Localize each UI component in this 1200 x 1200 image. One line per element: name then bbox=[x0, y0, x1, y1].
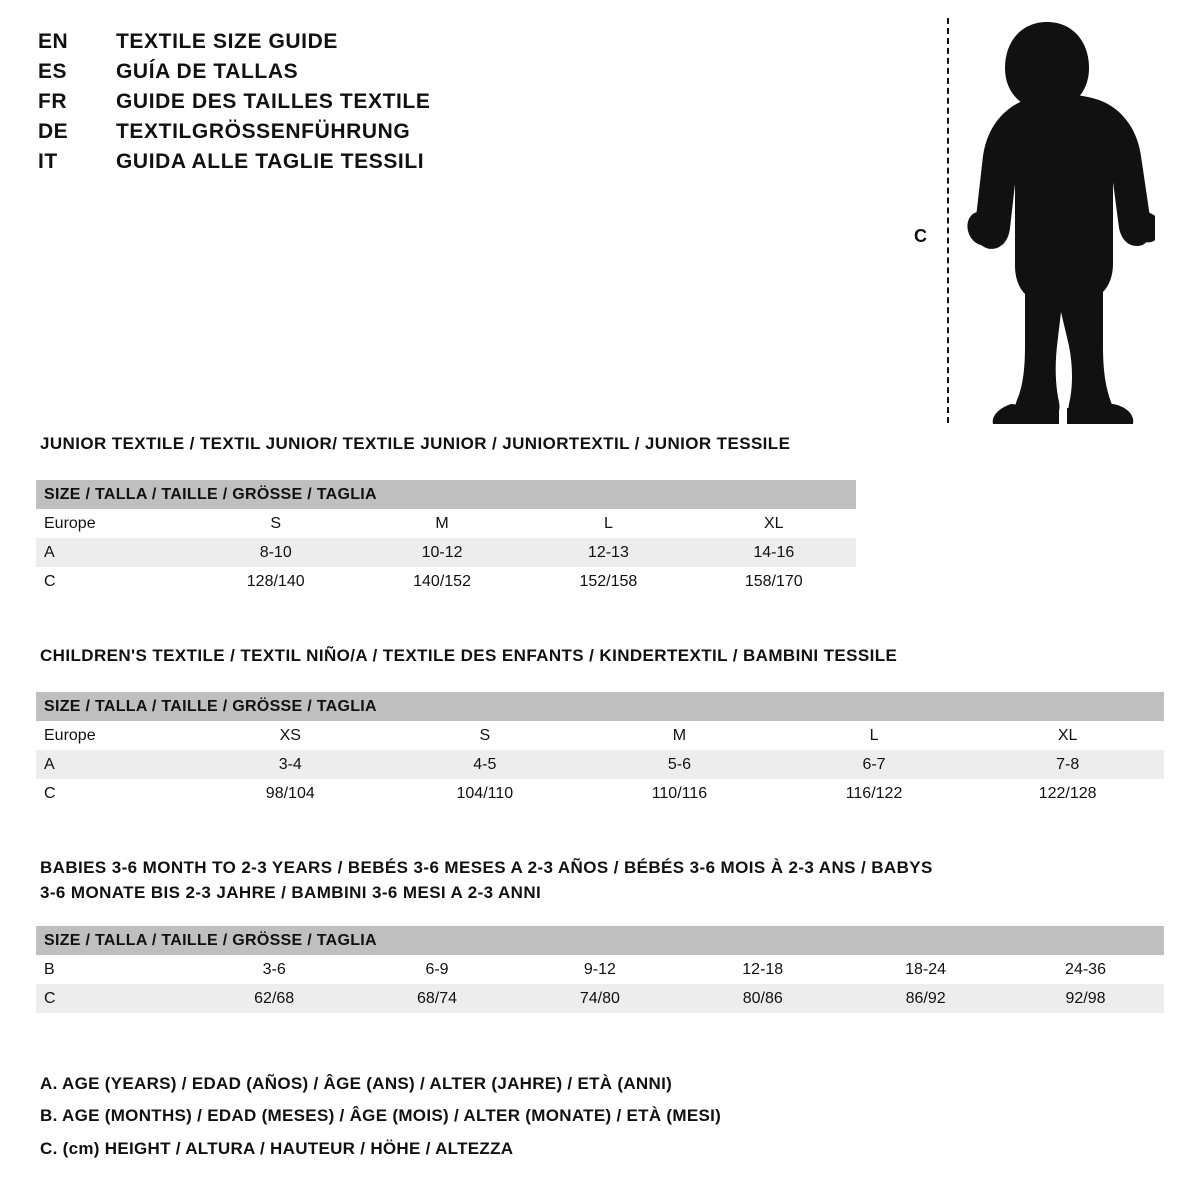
language-code: EN bbox=[38, 30, 69, 53]
language-row bbox=[38, 30, 638, 60]
cell-value: XL bbox=[763, 514, 784, 532]
table-band-label: SIZE / TALLA / TAILLE / GRÖSSE / TAGLIA bbox=[36, 926, 1164, 955]
legend-line-a: A. AGE (YEARS) / EDAD (AÑOS) / ÂGE (ANS) / ALTER (JAHRE) / ETÀ (ANNI) bbox=[40, 1074, 673, 1093]
cell-value: 12-13 bbox=[587, 543, 629, 561]
cell-value: 4-5 bbox=[473, 755, 497, 773]
table-row bbox=[36, 779, 1164, 808]
section-title-babies: BABIES 3-6 MONTH TO 2-3 YEARS / BEBÉS 3-6 MESES A 2-3 AÑOS / BÉBÉS 3-6 MOIS À 2-3 ANS / BABYS 3-6 MONATE BIS 2-3 JAHRE / BAMBINI 3-6 MESI A 2-3 ANNI bbox=[40, 858, 933, 902]
cell-value: 18-24 bbox=[905, 960, 947, 978]
language-title: GUIDA ALLE TAGLIE TESSILI bbox=[116, 150, 425, 173]
cell-value: 110/116 bbox=[651, 784, 708, 802]
section-title-junior: JUNIOR TEXTILE / TEXTIL JUNIOR/ TEXTILE JUNIOR / JUNIORTEXTIL / JUNIOR TESSILE bbox=[40, 434, 791, 453]
cell-value: 6-9 bbox=[425, 960, 449, 978]
language-code: FR bbox=[38, 90, 67, 113]
row-label: Europe bbox=[44, 726, 96, 744]
legend-line-b: B. AGE (MONTHS) / EDAD (MESES) / ÂGE (MOIS) / ALTER (MONATE) / ETÀ (MESI) bbox=[40, 1106, 722, 1126]
language-title: TEXTILGRÖSSENFÜHRUNG bbox=[116, 120, 411, 143]
language-row bbox=[38, 150, 638, 180]
language-code: ES bbox=[38, 60, 68, 83]
row-label: Europe bbox=[44, 514, 96, 532]
section-title-children: CHILDREN'S TEXTILE / TEXTIL NIÑO/A / TEXTILE DES ENFANTS / KINDERTEXTIL / BAMBINI TESSILE bbox=[40, 646, 898, 665]
table-band-row bbox=[36, 926, 1164, 955]
language-header bbox=[38, 30, 638, 180]
table-band-label: SIZE / TALLA / TAILLE / GRÖSSE / TAGLIA bbox=[36, 480, 856, 509]
cell-value: S bbox=[270, 514, 282, 532]
cell-value: 74/80 bbox=[579, 989, 620, 1007]
legend-line-c: C. (cm) HEIGHT / ALTURA / HAUTEUR / HÖHE / ALTEZZA bbox=[40, 1138, 514, 1158]
row-label: B bbox=[44, 960, 55, 978]
cell-value: XS bbox=[279, 726, 301, 744]
language-title: GUÍA DE TALLAS bbox=[116, 60, 299, 83]
cell-value: 98/104 bbox=[265, 784, 315, 802]
table-band-row bbox=[36, 480, 856, 509]
cell-value: XL bbox=[1057, 726, 1078, 744]
cell-value: 152/158 bbox=[579, 572, 638, 590]
cell-value: 12-18 bbox=[742, 960, 784, 978]
junior-size-table bbox=[36, 480, 856, 596]
cell-value: 24-36 bbox=[1065, 960, 1106, 978]
height-dashed-line bbox=[947, 18, 949, 423]
row-label: A bbox=[44, 755, 55, 773]
table-row bbox=[36, 984, 1164, 1013]
language-row bbox=[38, 60, 638, 90]
cell-value: M bbox=[672, 726, 687, 744]
table-band-label: SIZE / TALLA / TAILLE / GRÖSSE / TAGLIA bbox=[36, 692, 1164, 721]
legend-block bbox=[40, 1068, 721, 1165]
row-label: C bbox=[44, 784, 56, 802]
cell-value: L bbox=[869, 726, 879, 744]
cell-value: L bbox=[603, 514, 613, 532]
cell-value: 3-6 bbox=[262, 960, 286, 978]
cell-value: 62/68 bbox=[254, 989, 295, 1007]
table-band-row bbox=[36, 692, 1164, 721]
babies-size-table bbox=[36, 926, 1164, 1013]
cell-value: 14-16 bbox=[753, 543, 795, 561]
cell-value: 158/170 bbox=[744, 572, 803, 590]
table-row bbox=[36, 955, 1164, 984]
child-silhouette-icon bbox=[955, 16, 1155, 426]
table-row bbox=[36, 721, 1164, 750]
language-title: TEXTILE SIZE GUIDE bbox=[116, 30, 338, 53]
table-row bbox=[36, 509, 856, 538]
cell-value: 92/98 bbox=[1065, 989, 1106, 1007]
table-row bbox=[36, 750, 1164, 779]
row-label: C bbox=[44, 572, 56, 590]
cell-value: 7-8 bbox=[1056, 755, 1080, 773]
cell-value: 86/92 bbox=[905, 989, 946, 1007]
table-row bbox=[36, 538, 856, 567]
cell-value: 140/152 bbox=[413, 572, 471, 590]
cell-value: 5-6 bbox=[667, 755, 691, 773]
cell-value: 80/86 bbox=[742, 989, 783, 1007]
language-title: GUIDE DES TAILLES TEXTILE bbox=[116, 90, 431, 113]
cell-value: 128/140 bbox=[246, 572, 305, 590]
cell-value: 116/122 bbox=[845, 784, 903, 802]
row-label: A bbox=[44, 543, 55, 561]
language-code: IT bbox=[38, 150, 58, 173]
cell-value: M bbox=[435, 514, 449, 532]
language-row bbox=[38, 120, 638, 150]
cell-value: 6-7 bbox=[862, 755, 886, 773]
cell-value: 8-10 bbox=[259, 543, 292, 561]
cell-value: 10-12 bbox=[421, 543, 463, 561]
cell-value: 104/110 bbox=[456, 784, 514, 802]
cell-value: 122/128 bbox=[1038, 784, 1097, 802]
cell-value: 68/74 bbox=[417, 989, 458, 1007]
language-code: DE bbox=[38, 120, 69, 143]
measurement-figure bbox=[900, 8, 1180, 428]
table-row bbox=[36, 567, 856, 596]
row-label: C bbox=[44, 989, 56, 1007]
cell-value: 3-4 bbox=[278, 755, 302, 773]
height-measure-label: C bbox=[914, 226, 927, 246]
children-size-table bbox=[36, 692, 1164, 808]
cell-value: 9-12 bbox=[583, 960, 616, 978]
cell-value: S bbox=[479, 726, 491, 744]
language-row bbox=[38, 90, 638, 120]
